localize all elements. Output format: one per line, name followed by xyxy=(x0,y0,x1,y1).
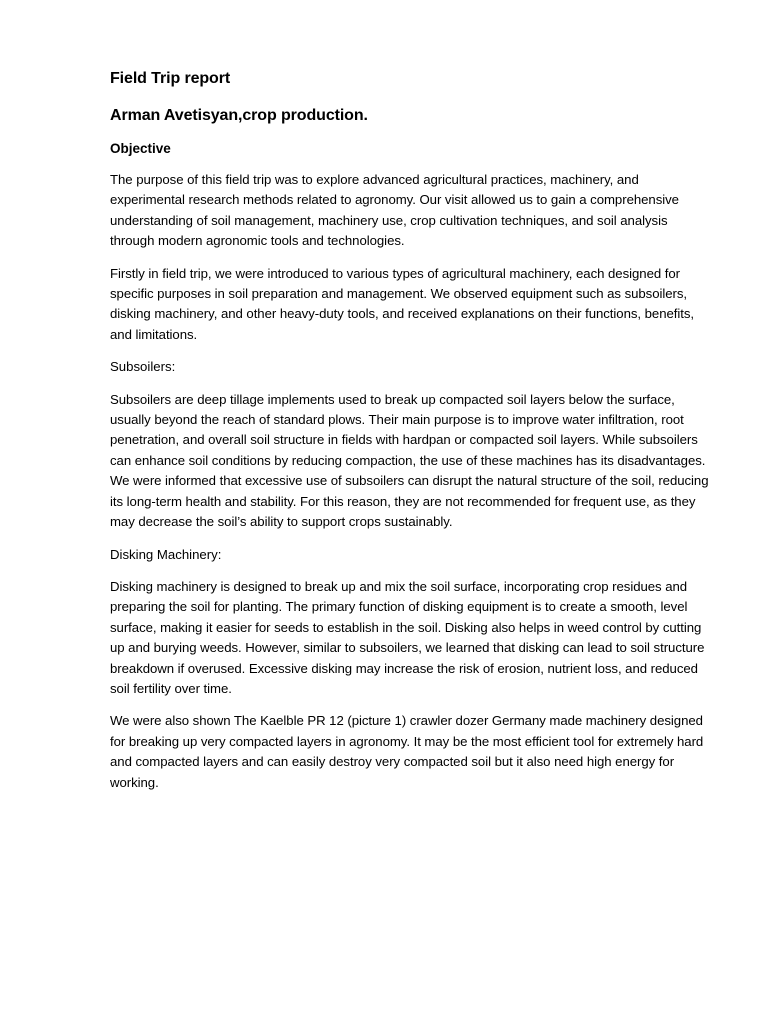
subsoilers-label: Subsoilers: xyxy=(110,359,176,375)
disking-label: Disking Machinery: xyxy=(110,546,222,562)
subsoilers-paragraph: Subsoilers are deep tillage implements used to break up compacted soil layers below the surface, usually beyond the reach of standard plows. Their main purpose is to improve water infiltration, root penetration, and overall soil structure in fields with hardpan or compacted soil layers. While subsoilers can enhance soil conditions by reducing compaction, the use of these machines has its disadvantages. We were informed that excessive use of subsoilers can disrupt the natural structure of the soil, reducing its long-term health and stability. For this reason, they are not recommended for frequent use, as they may decrease the soil’s ability to support crops sustainably. xyxy=(110,391,709,530)
objective-paragraph: The purpose of this field trip was to explore advanced agricultural practices, machinery, and experimental research methods related to agronomy. Our visit allowed us to gain a comprehensive understanding of soil management, machinery use, crop cultivation techniques, and soil analysis through modern agronomic tools and technologies. xyxy=(110,172,679,249)
document-page xyxy=(110,68,714,805)
document-title: Field Trip report xyxy=(110,70,231,87)
disking-paragraph: Disking machinery is designed to break up and mix the soil surface, incorporating crop residues and preparing the soil for planting. The primary function of disking equipment is to create a smooth, level surface, making it easier for seeds to establish in the soil. Disking also helps in weed control by cutting up and burying weeds. However, similar to subsoilers, we learned that disking can lead to soil structure breakdown if overused. Excessive disking may increase the risk of erosion, nutrient loss, and reduced soil fertility over time. xyxy=(110,578,705,696)
document-subtitle: Arman Avetisyan,crop production. xyxy=(110,107,368,124)
objective-heading: Objective xyxy=(110,141,171,156)
kaelble-paragraph: We were also shown The Kaelble PR 12 (picture 1) crawler dozer Germany made machinery designed for breaking up very compacted layers in agronomy. It may be the most efficient tool for extremely hard and compacted layers and can easily destroy very compacted soil but it also need high energy for working. xyxy=(110,713,704,790)
machinery-intro-paragraph: Firstly in field trip, we were introduced to various types of agricultural machinery, each designed for specific purposes in soil preparation and management. We observed equipment such as subsoilers, disking machinery, and other heavy-duty tools, and received explanations on their functions, benefits, and limitations. xyxy=(110,265,695,342)
